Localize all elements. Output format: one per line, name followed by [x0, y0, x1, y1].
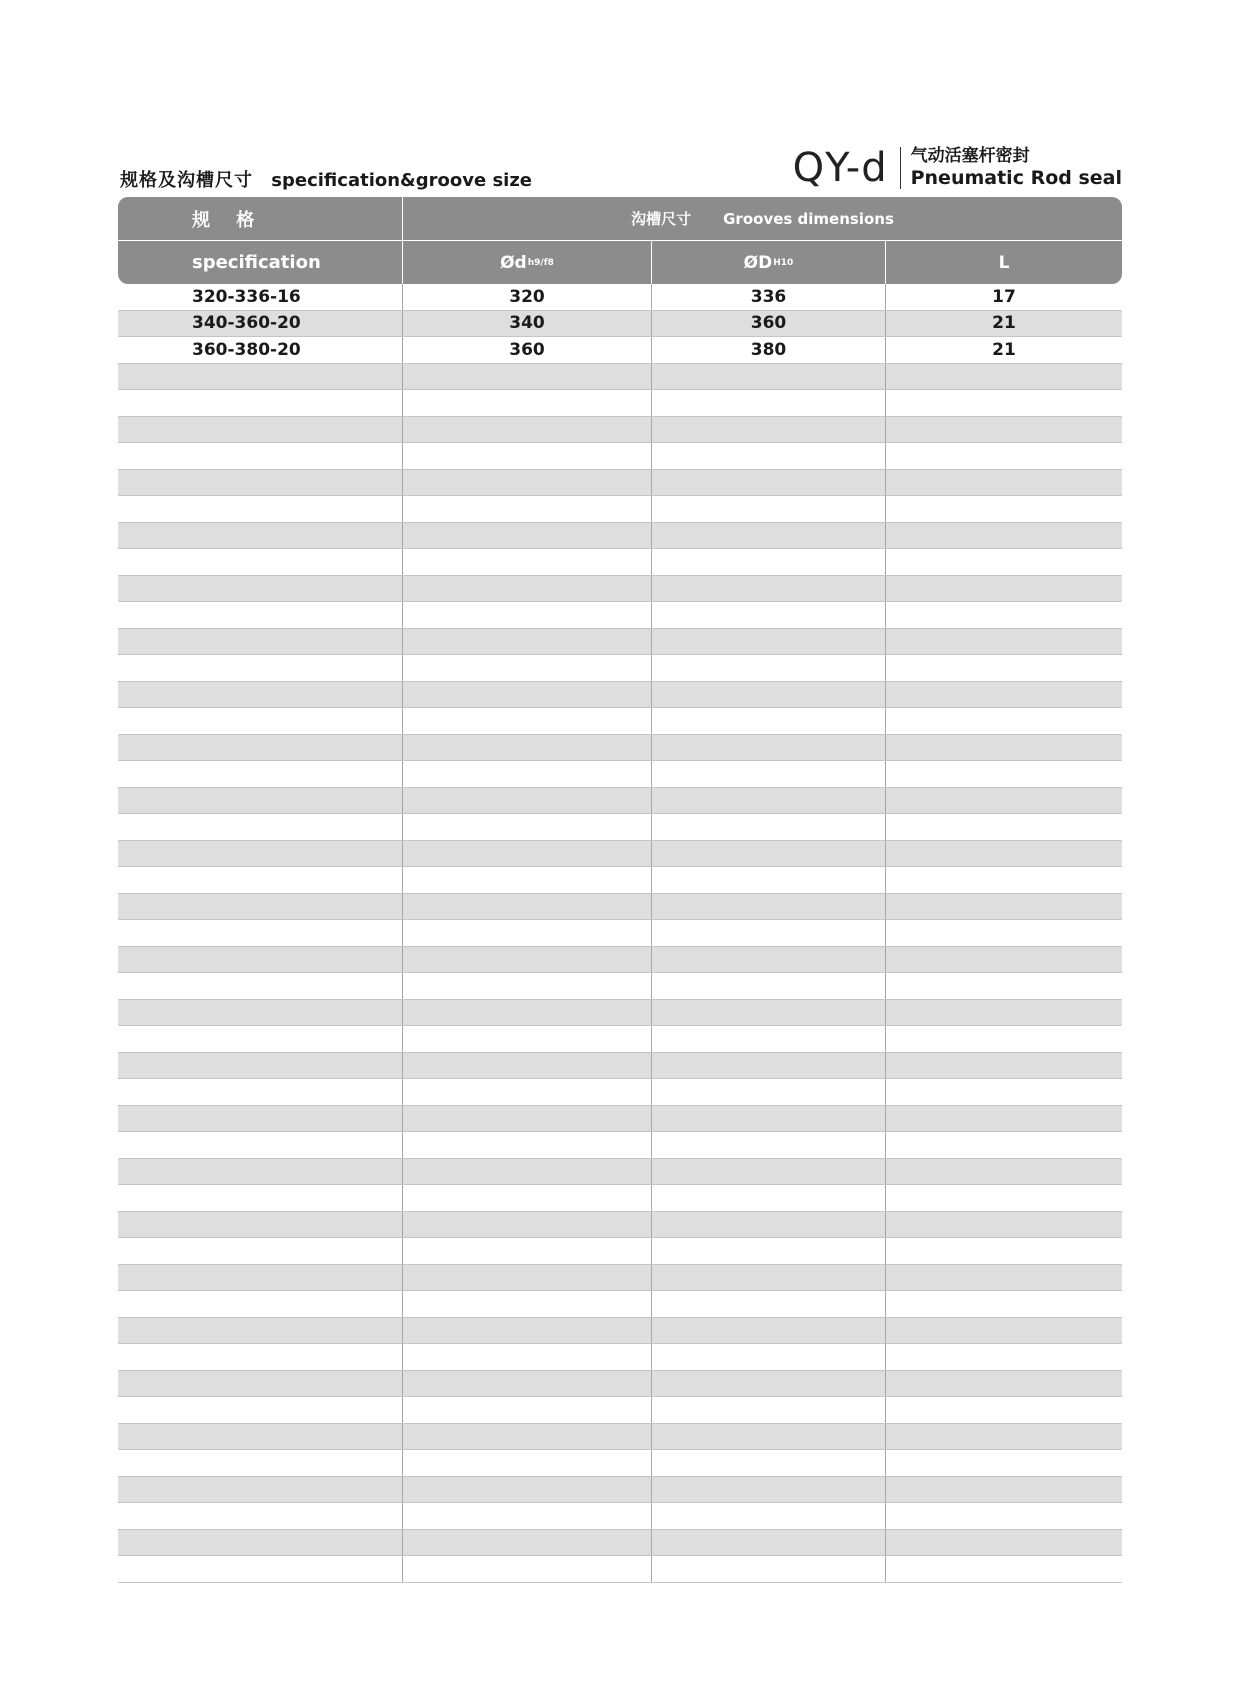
cell-D [651, 1556, 885, 1582]
empty-table-row [118, 1397, 1122, 1424]
cell-L [885, 1000, 1122, 1026]
cell-L [885, 867, 1122, 893]
cell-spec [118, 1424, 402, 1450]
cell-D [651, 417, 885, 443]
cell-D: 360 [651, 311, 885, 337]
cell-d [402, 1477, 651, 1503]
cell-L [885, 1132, 1122, 1158]
cell-spec [118, 1159, 402, 1185]
cell-spec [118, 1530, 402, 1556]
empty-table-row [118, 1424, 1122, 1451]
cell-D [651, 894, 885, 920]
cell-D [651, 470, 885, 496]
empty-table-row [118, 761, 1122, 788]
cell-L [885, 841, 1122, 867]
empty-table-row [118, 1053, 1122, 1080]
cell-d [402, 1053, 651, 1079]
cell-D [651, 443, 885, 469]
cell-D [651, 920, 885, 946]
cell-D [651, 1159, 885, 1185]
column-D-symbol: ØD [743, 252, 773, 273]
cell-D [651, 1477, 885, 1503]
cell-spec [118, 576, 402, 602]
cell-d: 340 [402, 311, 651, 337]
cell-spec [118, 1556, 402, 1582]
cell-d [402, 867, 651, 893]
cell-d [402, 788, 651, 814]
cell-spec [118, 1079, 402, 1105]
empty-table-row [118, 549, 1122, 576]
cell-D [651, 947, 885, 973]
cell-spec [118, 496, 402, 522]
empty-table-row [118, 920, 1122, 947]
cell-D [651, 682, 885, 708]
cell-D [651, 364, 885, 390]
empty-table-row [118, 523, 1122, 550]
cell-L [885, 682, 1122, 708]
cell-d [402, 761, 651, 787]
cell-d [402, 1556, 651, 1582]
empty-table-row [118, 1079, 1122, 1106]
empty-table-row [118, 1318, 1122, 1345]
cell-spec [118, 1026, 402, 1052]
cell-d [402, 1291, 651, 1317]
cell-L [885, 1265, 1122, 1291]
empty-table-row [118, 1000, 1122, 1027]
empty-table-row [118, 1503, 1122, 1530]
empty-table-row [118, 576, 1122, 603]
cell-L [885, 364, 1122, 390]
cell-spec: 320-336-16 [192, 286, 301, 307]
cell-spec: 360-380-20 [192, 339, 301, 360]
cell-spec [118, 629, 402, 655]
empty-table-row [118, 1530, 1122, 1557]
cell-d [402, 682, 651, 708]
cell-d [402, 1530, 651, 1556]
cell-d [402, 576, 651, 602]
cell-L [885, 1344, 1122, 1370]
cell-d [402, 602, 651, 628]
cell-D [651, 1079, 885, 1105]
product-name-cn: 气动活塞杆密封 [910, 146, 1030, 166]
cell-spec [118, 364, 402, 390]
cell-L [885, 788, 1122, 814]
cell-L [885, 549, 1122, 575]
cell-d [402, 390, 651, 416]
column-d-symbol: Ød [500, 252, 527, 273]
cell-L [885, 973, 1122, 999]
cell-d [402, 708, 651, 734]
empty-table-row [118, 1132, 1122, 1159]
cell-L [885, 1424, 1122, 1450]
cell-d [402, 470, 651, 496]
cell-d [402, 364, 651, 390]
cell-L [885, 576, 1122, 602]
cell-spec [118, 1344, 402, 1370]
table-row [118, 311, 1122, 338]
column-L-symbol: L [998, 252, 1010, 273]
cell-L [885, 523, 1122, 549]
empty-table-row [118, 1344, 1122, 1371]
cell-spec [118, 1450, 402, 1476]
cell-d: 320 [402, 284, 651, 310]
empty-table-row [118, 1450, 1122, 1477]
cell-L [885, 920, 1122, 946]
cell-L [885, 708, 1122, 734]
cell-L [885, 496, 1122, 522]
cell-spec [118, 1397, 402, 1423]
cell-D [651, 1450, 885, 1476]
product-header [793, 146, 1122, 190]
cell-L [885, 894, 1122, 920]
cell-D [651, 708, 885, 734]
cell-L [885, 1106, 1122, 1132]
section-title-cn: 规格及沟槽尺寸 [120, 170, 253, 191]
cell-d [402, 1185, 651, 1211]
cell-spec [118, 1503, 402, 1529]
empty-table-row [118, 470, 1122, 497]
cell-D: 380 [651, 337, 885, 363]
cell-D [651, 496, 885, 522]
cell-D [651, 735, 885, 761]
cell-d [402, 1238, 651, 1264]
cell-L [885, 417, 1122, 443]
cell-L [885, 1318, 1122, 1344]
product-code: QY-d [792, 145, 888, 191]
cell-L [885, 1503, 1122, 1529]
cell-spec [118, 708, 402, 734]
cell-D [651, 1318, 885, 1344]
cell-spec [118, 417, 402, 443]
cell-D [651, 576, 885, 602]
cell-d [402, 1212, 651, 1238]
cell-d [402, 443, 651, 469]
groove-header-cn: 沟槽尺寸 [631, 210, 692, 228]
cell-spec [118, 1106, 402, 1132]
cell-L [885, 1477, 1122, 1503]
cell-D [651, 1371, 885, 1397]
cell-D [651, 814, 885, 840]
cell-L [885, 761, 1122, 787]
cell-L [885, 1212, 1122, 1238]
empty-table-row [118, 417, 1122, 444]
cell-D [651, 1424, 885, 1450]
cell-L: 21 [885, 311, 1122, 337]
cell-spec [118, 1000, 402, 1026]
cell-d [402, 1026, 651, 1052]
empty-table-row [118, 788, 1122, 815]
cell-d [402, 1132, 651, 1158]
table-header [118, 197, 1122, 284]
cell-D [651, 655, 885, 681]
cell-D [651, 1053, 885, 1079]
cell-d [402, 1159, 651, 1185]
section-title [120, 166, 532, 192]
cell-d [402, 523, 651, 549]
column-header-d [402, 241, 651, 284]
cell-D [651, 1238, 885, 1264]
empty-table-row [118, 867, 1122, 894]
cell-spec [118, 761, 402, 787]
cell-d [402, 496, 651, 522]
groove-header-en: Grooves dimensions [723, 209, 894, 228]
cell-d [402, 841, 651, 867]
cell-D [651, 867, 885, 893]
cell-spec [118, 549, 402, 575]
empty-table-row [118, 1106, 1122, 1133]
cell-spec: 340-360-20 [192, 313, 301, 334]
empty-table-row [118, 655, 1122, 682]
column-D-tolerance: H10 [773, 257, 794, 268]
cell-spec [118, 1132, 402, 1158]
cell-L [885, 1026, 1122, 1052]
empty-table-row [118, 1556, 1122, 1583]
cell-L [885, 1053, 1122, 1079]
cell-spec [118, 894, 402, 920]
cell-d [402, 1450, 651, 1476]
cell-d [402, 735, 651, 761]
cell-d [402, 1503, 651, 1529]
table-row [118, 284, 1122, 311]
cell-spec [118, 682, 402, 708]
empty-table-row [118, 1477, 1122, 1504]
cell-D [651, 1503, 885, 1529]
cell-d [402, 920, 651, 946]
cell-spec [118, 1212, 402, 1238]
cell-D [651, 1344, 885, 1370]
cell-d [402, 417, 651, 443]
cell-d [402, 1371, 651, 1397]
cell-L: 17 [885, 284, 1122, 310]
cell-spec [118, 443, 402, 469]
cell-spec [118, 1238, 402, 1264]
cell-L [885, 735, 1122, 761]
cell-spec [118, 1185, 402, 1211]
empty-table-row [118, 364, 1122, 391]
cell-spec [118, 390, 402, 416]
empty-table-row [118, 1291, 1122, 1318]
cell-d [402, 1424, 651, 1450]
cell-L [885, 814, 1122, 840]
cell-L [885, 470, 1122, 496]
empty-table-row [118, 629, 1122, 656]
cell-L [885, 1556, 1122, 1582]
empty-table-row [118, 973, 1122, 1000]
column-header-L [885, 241, 1122, 284]
cell-d [402, 629, 651, 655]
empty-table-row [118, 1265, 1122, 1292]
cell-L [885, 1238, 1122, 1264]
cell-spec [118, 867, 402, 893]
cell-d [402, 1397, 651, 1423]
cell-L [885, 1450, 1122, 1476]
spec-header-en: specification [192, 252, 321, 273]
cell-L [885, 1397, 1122, 1423]
cell-d [402, 973, 651, 999]
header-row-bottom [118, 240, 1122, 284]
cell-spec [118, 788, 402, 814]
empty-table-row [118, 1212, 1122, 1239]
cell-spec [118, 735, 402, 761]
cell-L [885, 1530, 1122, 1556]
empty-table-row [118, 1371, 1122, 1398]
empty-table-row [118, 841, 1122, 868]
cell-d [402, 1079, 651, 1105]
cell-d [402, 1265, 651, 1291]
header-row-top [118, 197, 1122, 240]
cell-spec [118, 920, 402, 946]
empty-table-row [118, 814, 1122, 841]
cell-L [885, 443, 1122, 469]
empty-table-row [118, 602, 1122, 629]
cell-L [885, 947, 1122, 973]
cell-d [402, 947, 651, 973]
cell-d [402, 1344, 651, 1370]
empty-table-row [118, 708, 1122, 735]
cell-D [651, 788, 885, 814]
cell-L [885, 602, 1122, 628]
cell-L [885, 1291, 1122, 1317]
cell-spec [118, 973, 402, 999]
cell-D [651, 1185, 885, 1211]
empty-table-row [118, 894, 1122, 921]
cell-D [651, 1026, 885, 1052]
product-name-en: Pneumatic Rod seal [910, 167, 1122, 189]
empty-table-row [118, 496, 1122, 523]
cell-d: 360 [402, 337, 651, 363]
cell-d [402, 1318, 651, 1344]
cell-D [651, 629, 885, 655]
empty-table-row [118, 1159, 1122, 1186]
cell-L [885, 390, 1122, 416]
cell-L [885, 1371, 1122, 1397]
cell-D [651, 841, 885, 867]
empty-table-row [118, 947, 1122, 974]
cell-spec [118, 523, 402, 549]
cell-D [651, 1397, 885, 1423]
cell-L [885, 1185, 1122, 1211]
cell-spec [118, 470, 402, 496]
cell-D [651, 1106, 885, 1132]
cell-D [651, 761, 885, 787]
groove-group-header [402, 197, 1122, 240]
empty-table-row [118, 443, 1122, 470]
cell-D: 336 [651, 284, 885, 310]
cell-d [402, 894, 651, 920]
cell-spec [118, 1371, 402, 1397]
cell-d [402, 814, 651, 840]
cell-spec [118, 947, 402, 973]
cell-L [885, 655, 1122, 681]
cell-L: 21 [885, 337, 1122, 363]
empty-table-row [118, 390, 1122, 417]
cell-d [402, 1000, 651, 1026]
cell-D [651, 390, 885, 416]
table-body [118, 284, 1122, 1583]
cell-D [651, 1291, 885, 1317]
section-title-en: specification&groove size [271, 170, 533, 191]
cell-D [651, 1212, 885, 1238]
header-divider [900, 147, 901, 189]
cell-D [651, 973, 885, 999]
cell-spec [118, 1291, 402, 1317]
empty-table-row [118, 1185, 1122, 1212]
cell-D [651, 1265, 885, 1291]
cell-d [402, 655, 651, 681]
cell-d [402, 549, 651, 575]
cell-L [885, 629, 1122, 655]
cell-spec [118, 814, 402, 840]
spec-header-cn: 规 格 [192, 209, 265, 231]
product-names [911, 146, 1122, 190]
column-d-tolerance: h9/f8 [527, 257, 554, 268]
cell-D [651, 1530, 885, 1556]
cell-d [402, 1106, 651, 1132]
table-row [118, 337, 1122, 364]
cell-D [651, 1000, 885, 1026]
cell-spec [118, 602, 402, 628]
column-header-D [651, 241, 885, 284]
empty-table-row [118, 1238, 1122, 1265]
empty-table-row [118, 682, 1122, 709]
cell-D [651, 523, 885, 549]
cell-L [885, 1079, 1122, 1105]
cell-D [651, 602, 885, 628]
cell-D [651, 549, 885, 575]
cell-spec [118, 1053, 402, 1079]
cell-spec [118, 655, 402, 681]
spec-table [118, 197, 1122, 1583]
empty-table-row [118, 735, 1122, 762]
cell-spec [118, 1318, 402, 1344]
cell-D [651, 1132, 885, 1158]
cell-spec [118, 841, 402, 867]
empty-table-row [118, 1026, 1122, 1053]
cell-spec [118, 1265, 402, 1291]
cell-L [885, 1159, 1122, 1185]
cell-spec [118, 1477, 402, 1503]
